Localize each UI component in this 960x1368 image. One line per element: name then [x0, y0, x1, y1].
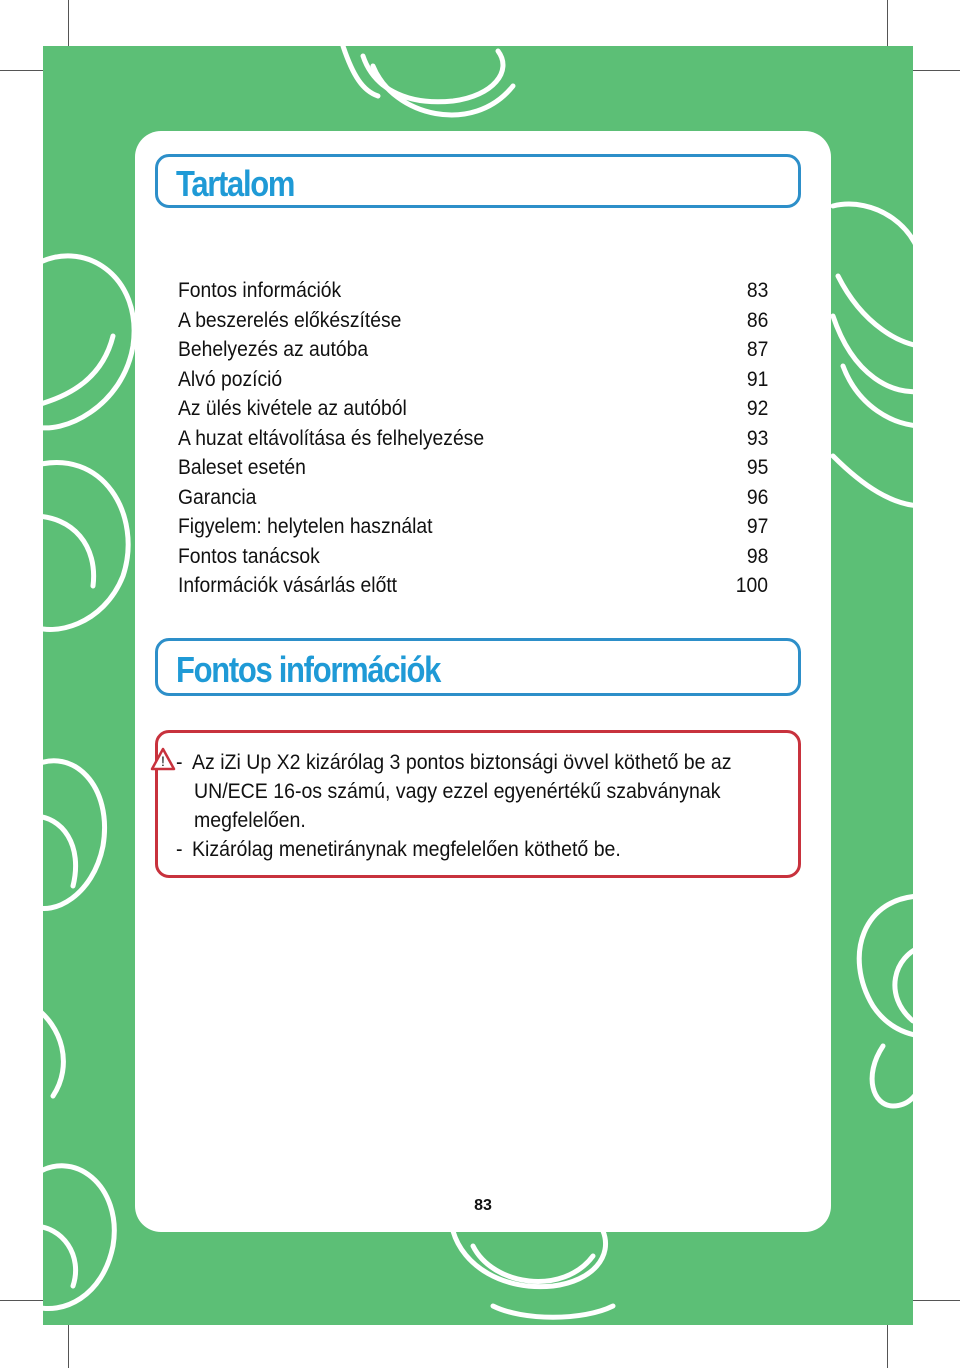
toc-row[interactable] — [178, 542, 768, 572]
warning-text-line: megfelelően. — [194, 809, 306, 832]
crop-mark — [0, 1300, 43, 1301]
warning-text-line: Az iZi Up X2 kizárólag 3 pontos biztonsági övvel köthető be az — [192, 751, 732, 774]
toc-item-page: 93 — [746, 426, 768, 450]
toc-list — [178, 276, 768, 601]
toc-item-page: 96 — [746, 485, 768, 509]
toc-row[interactable] — [178, 306, 768, 336]
important-heading-box — [155, 638, 801, 696]
toc-item-page: 83 — [746, 279, 768, 302]
toc-row[interactable] — [178, 365, 768, 395]
toc-row[interactable] — [178, 335, 768, 365]
toc-item-page: 97 — [746, 515, 768, 538]
toc-item-page: 98 — [746, 544, 768, 568]
warning-text-line: Kizárólag menetiránynak megfelelően köthető be. — [192, 838, 621, 861]
toc-item-label: Alvó pozíció — [178, 367, 283, 391]
toc-row[interactable] — [178, 571, 768, 601]
content-card — [135, 131, 831, 1232]
toc-item-page: 100 — [735, 574, 768, 597]
warning-box — [155, 730, 801, 878]
toc-row[interactable] — [178, 483, 768, 513]
toc-item-label: A beszerelés előkészítése — [178, 308, 402, 332]
toc-row[interactable] — [178, 453, 768, 483]
crop-mark — [0, 70, 43, 71]
toc-item-label: A huzat eltávolítása és felhelyezése — [178, 426, 485, 450]
toc-item-label: Behelyezés az autóba — [178, 338, 369, 361]
toc-item-label: Fontos tanácsok — [178, 544, 320, 568]
toc-row[interactable] — [178, 512, 768, 542]
warning-text-line: UN/ECE 16-os számú, vagy ezzel egyenértékű szabványnak — [194, 780, 721, 803]
page-number: 83 — [474, 1197, 492, 1214]
toc-item-label: Baleset esetén — [178, 456, 306, 479]
important-title: Fontos információk — [176, 649, 441, 690]
toc-item-page: 91 — [746, 367, 768, 391]
toc-row[interactable] — [178, 276, 768, 306]
toc-item-label: Információk vásárlás előtt — [178, 574, 398, 597]
toc-item-label: Az ülés kivétele az autóból — [178, 397, 407, 420]
svg-text:!: ! — [161, 753, 165, 769]
warning-triangle-icon — [150, 747, 176, 771]
toc-item-page: 92 — [746, 397, 768, 420]
bullet-dash: - — [176, 838, 183, 861]
toc-item-label: Garancia — [178, 485, 257, 509]
toc-row[interactable] — [178, 394, 768, 424]
green-page — [43, 46, 913, 1325]
crop-mark — [887, 1325, 888, 1368]
toc-item-page: 86 — [746, 308, 768, 332]
crop-mark — [887, 0, 888, 46]
toc-heading-box — [155, 154, 801, 208]
bullet-dash: - — [176, 751, 183, 774]
toc-item-label: Fontos információk — [178, 279, 342, 302]
crop-mark — [913, 1300, 960, 1301]
toc-item-page: 95 — [746, 456, 768, 479]
toc-row[interactable] — [178, 424, 768, 454]
crop-mark — [68, 1325, 69, 1368]
crop-mark — [68, 0, 69, 46]
toc-title: Tartalom — [176, 163, 295, 204]
crop-mark — [913, 70, 960, 71]
toc-item-page: 87 — [746, 338, 768, 361]
toc-item-label: Figyelem: helytelen használat — [178, 515, 433, 538]
